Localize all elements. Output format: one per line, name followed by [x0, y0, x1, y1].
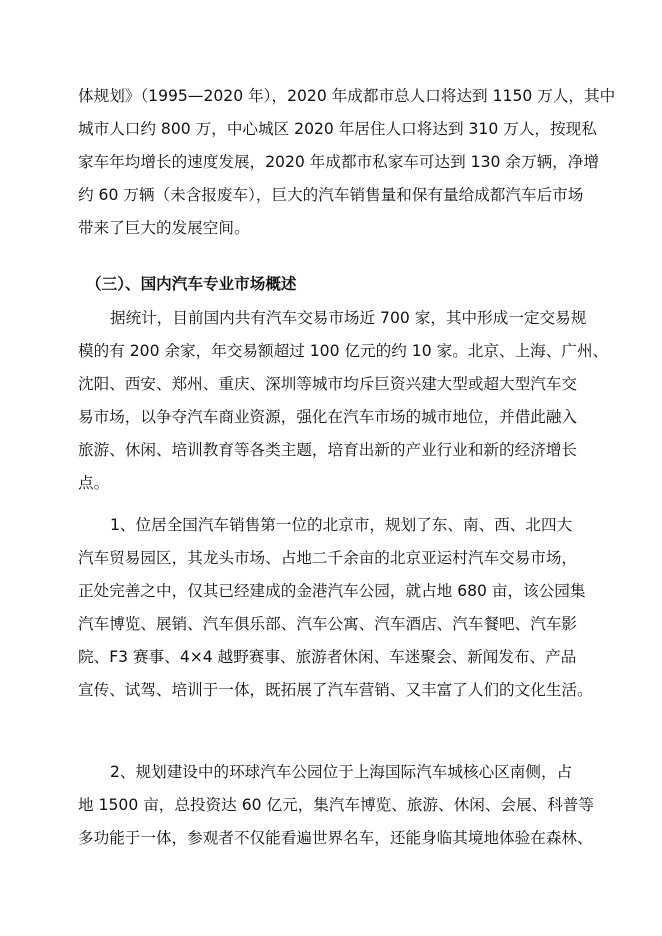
paragraph1-line: 体规划》（1995—2020 年），2020 年成都市总人口将达到 1150 万人，其中: [78, 87, 616, 105]
paragraph1-line: 家车年均增长的速度发展，2020 年成都市私家车可达到 130 余万辆，净增: [78, 153, 599, 171]
paragraph1-line: 带来了巨大的发展空间。: [78, 219, 250, 237]
paragraph4-line: 2、规划建设中的环球汽车公园位于上海国际汽车城核心区南侧，占: [110, 763, 573, 781]
section-heading: （三）、国内汽车专业市场概述: [86, 275, 297, 293]
paragraph2-line: 易市场，以争夺汽车商业资源，强化在汽车市场的城市地位，并借此融入: [78, 408, 578, 426]
paragraph2-line: 据统计，目前国内共有汽车交易市场近 700 家，其中形成一定交易规: [110, 309, 587, 327]
paragraph2-line: 旅游、休闲、培训教育等各类主题，培育出新的产业行业和新的经济增长: [78, 441, 578, 459]
paragraph3-line: 汽车贸易园区，其龙头市场、占地二千余亩的北京亚运村汽车交易市场，: [78, 549, 578, 567]
paragraph3-line: 汽车博览、展销、汽车俱乐部、汽车公寓、汽车酒店、汽车餐吧、汽车影: [78, 615, 578, 633]
paragraph4-line: 地 1500 亩，总投资达 60 亿元，集汽车博览、旅游、休闲、会展、科普等: [78, 796, 594, 814]
paragraph2-line: 模的有 200 余家，年交易额超过 100 亿元的约 10 家。北京、上海、广州、: [78, 342, 609, 360]
paragraph2-line: 沈阳、西安、郑州、重庆、深圳等城市均斥巨资兴建大型或超大型汽车交: [78, 375, 578, 393]
paragraph1-line: 约 60 万辆（未含报废车），巨大的汽车销售量和保有量给成都汽车后市场: [78, 186, 584, 204]
paragraph4-line: 多功能于一体，参观者不仅能看遍世界名车，还能身临其境地体验在森林、: [78, 829, 593, 847]
paragraph3-line: 正处完善之中，仅其已经建成的金港汽车公园，就占地 680 亩，该公园集: [78, 582, 586, 600]
paragraph2-line: 点。: [78, 474, 110, 492]
paragraph1-line: 城市人口约 800 万，中心城区 2020 年居住人口将达到 310 万人，按现私: [78, 120, 597, 138]
paragraph3-line: 1、位居全国汽车销售第一位的北京市，规划了东、南、西、北四大: [110, 516, 573, 534]
paragraph3-line: 院、F3 赛事、4×4 越野赛事、旅游者休闲、车迷聚会、新闻发布、产品: [78, 648, 577, 666]
paragraph3-line: 宣传、试驾、培训于一体，既拓展了汽车营销、又丰富了人们的文化生活。: [78, 681, 593, 699]
